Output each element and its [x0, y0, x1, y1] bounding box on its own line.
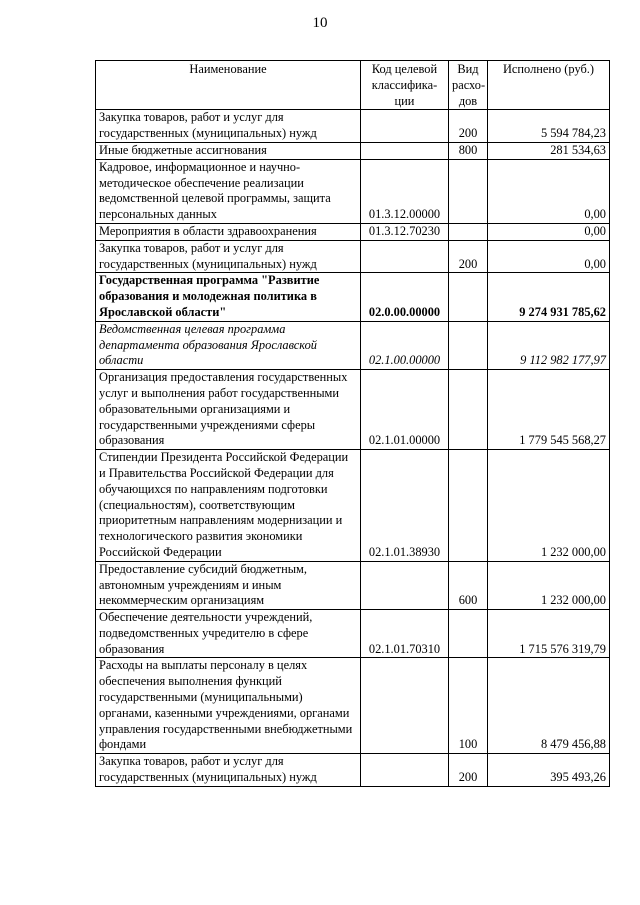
row-code — [361, 658, 449, 754]
row-code — [361, 754, 449, 787]
table-row — [96, 223, 610, 240]
header-type: Вид расхо-дов — [449, 61, 488, 110]
row-amount: 5 594 784,23 — [488, 110, 610, 143]
row-name: Закупка товаров, работ и услуг для государственных (муниципальных) нужд — [96, 110, 361, 143]
row-type: 100 — [449, 658, 488, 754]
table-row — [96, 450, 610, 562]
header-name: Наименование — [96, 61, 361, 110]
row-type: 200 — [449, 240, 488, 273]
row-type — [449, 159, 488, 223]
row-name: Государственная программа "Развитие образования и молодежная политика в Ярославской области" — [96, 273, 361, 321]
row-amount: 1 715 576 319,79 — [488, 610, 610, 658]
row-amount: 281 534,63 — [488, 142, 610, 159]
header-code: Код целевой классифика-ции — [361, 61, 449, 110]
row-amount: 0,00 — [488, 223, 610, 240]
table-row — [96, 370, 610, 450]
row-code: 02.1.01.00000 — [361, 370, 449, 450]
row-type: 800 — [449, 142, 488, 159]
row-name: Обеспечение деятельности учреждений, подведомственных учредителю в сфере образования — [96, 610, 361, 658]
row-code — [361, 561, 449, 609]
table-row — [96, 561, 610, 609]
row-code: 02.1.00.00000 — [361, 321, 449, 369]
row-name: Стипендии Президента Российской Федерации и Правительства Российской Федерации для обучающихся по направлениям подготовки (специальностям), соответствующим приоритетным направлениям модернизации и технологического развития экономики Российской Федерации — [96, 450, 361, 562]
row-type: 200 — [449, 110, 488, 143]
row-code: 01.3.12.00000 — [361, 159, 449, 223]
table-row — [96, 142, 610, 159]
row-amount: 1 232 000,00 — [488, 450, 610, 562]
row-type — [449, 610, 488, 658]
row-name: Ведомственная целевая программа департамента образования Ярославской области — [96, 321, 361, 369]
row-amount: 1 232 000,00 — [488, 561, 610, 609]
expenditure-table — [95, 60, 610, 787]
table-row-subprogram — [96, 321, 610, 369]
table-row — [96, 159, 610, 223]
row-name: Закупка товаров, работ и услуг для государственных (муниципальных) нужд — [96, 240, 361, 273]
row-name: Мероприятия в области здравоохранения — [96, 223, 361, 240]
row-type — [449, 321, 488, 369]
table-row-program — [96, 273, 610, 321]
table-row — [96, 754, 610, 787]
row-name: Иные бюджетные ассигнования — [96, 142, 361, 159]
table-header-row — [96, 61, 610, 110]
row-code: 01.3.12.70230 — [361, 223, 449, 240]
row-code: 02.1.01.70310 — [361, 610, 449, 658]
row-type: 200 — [449, 754, 488, 787]
row-type — [449, 223, 488, 240]
row-amount: 1 779 545 568,27 — [488, 370, 610, 450]
row-amount: 0,00 — [488, 240, 610, 273]
table-row — [96, 110, 610, 143]
table-row — [96, 610, 610, 658]
row-type — [449, 450, 488, 562]
row-type — [449, 370, 488, 450]
row-name: Организация предоставления государственных услуг и выполнения работ государственными образовательными организациями и государственными учреждениями сферы образования — [96, 370, 361, 450]
table-row — [96, 658, 610, 754]
row-type — [449, 273, 488, 321]
row-code: 02.0.00.00000 — [361, 273, 449, 321]
row-amount: 9 112 982 177,97 — [488, 321, 610, 369]
row-type: 600 — [449, 561, 488, 609]
table-row — [96, 240, 610, 273]
row-code — [361, 142, 449, 159]
row-name: Закупка товаров, работ и услуг для государственных (муниципальных) нужд — [96, 754, 361, 787]
header-amount: Исполнено (руб.) — [488, 61, 610, 110]
row-code: 02.1.01.38930 — [361, 450, 449, 562]
row-amount: 9 274 931 785,62 — [488, 273, 610, 321]
row-code — [361, 240, 449, 273]
row-name: Предоставление субсидий бюджетным, автономным учреждениям и иным некоммерческим организациям — [96, 561, 361, 609]
page-number: 10 — [312, 15, 328, 31]
row-amount: 395 493,26 — [488, 754, 610, 787]
row-name: Кадровое, информационное и научно-методическое обеспечение реализации ведомственной целевой программы, защита персональных данных — [96, 159, 361, 223]
row-name: Расходы на выплаты персоналу в целях обеспечения выполнения функций государственными (муниципальными) органами, казенными учреждениями, органами управления государственными внебюджетными фондами — [96, 658, 361, 754]
row-amount: 8 479 456,88 — [488, 658, 610, 754]
row-amount: 0,00 — [488, 159, 610, 223]
row-code — [361, 110, 449, 143]
